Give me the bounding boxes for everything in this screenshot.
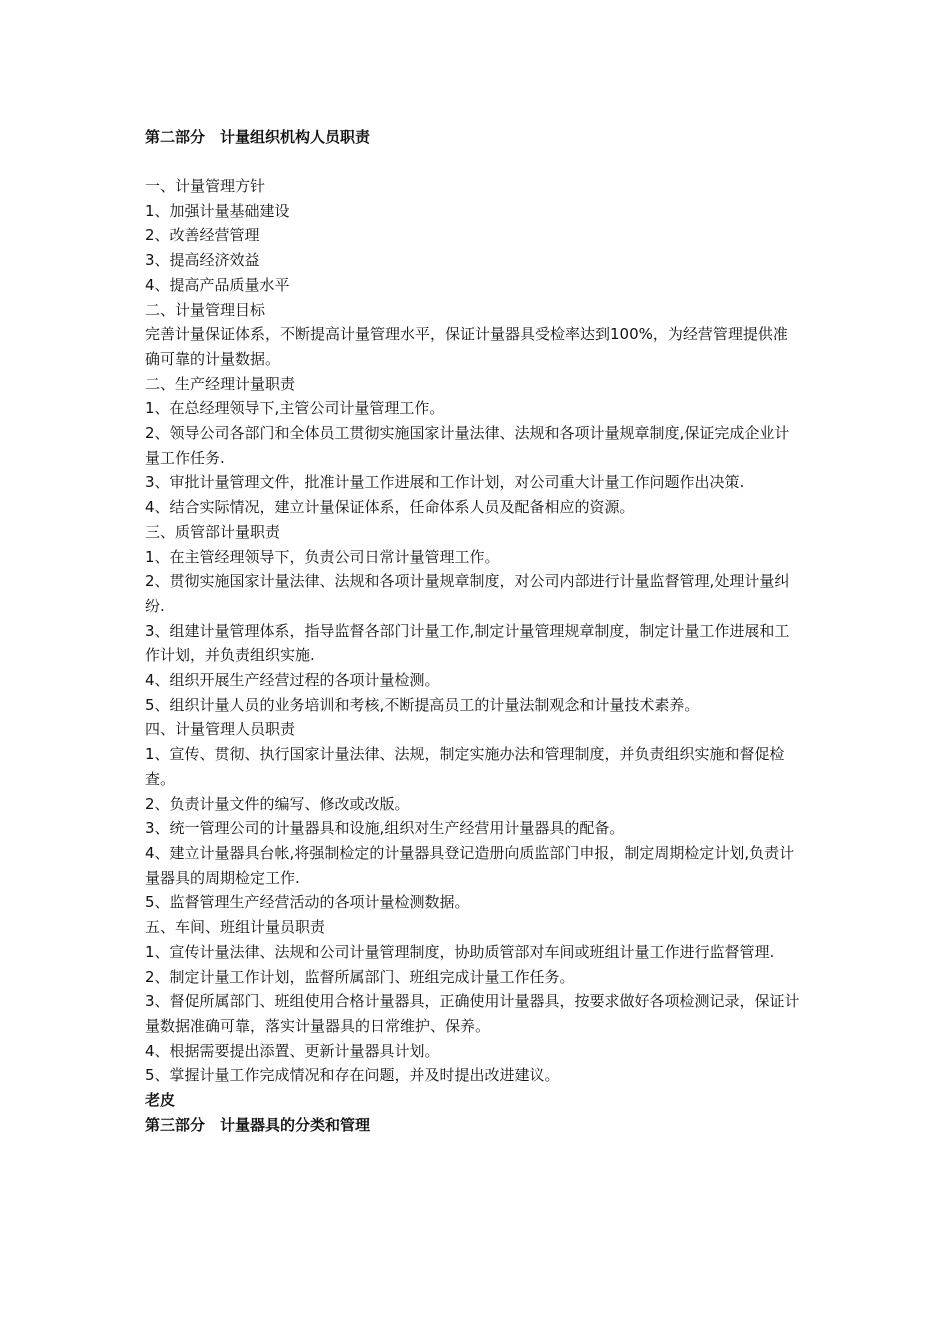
heading-management-policy: 一、计量管理方针 <box>145 177 266 195</box>
list-item: 2、贯彻实施国家计量法律、法规和各项计量规章制度，对公司内部进行计量监督管理,处理计量纠纷. <box>145 572 790 615</box>
list-item: 1、在总经理领导下,主管公司计量管理工作。 <box>145 399 445 418</box>
paragraph-goal: 完善计量保证体系，不断提高计量管理水平，保证计量器具受检率达到100%，为经营管理提供准确可靠的计量数据。 <box>145 325 788 368</box>
list-item: 2、制定计量工作计划，监督所属部门、班组完成计量工作任务。 <box>145 967 575 986</box>
heading-production-manager: 二、生产经理计量职责 <box>145 374 296 393</box>
list-item: 5、掌握计量工作完成情况和存在问题，并及时提出改进建议。 <box>145 1066 560 1085</box>
list-item: 5、监督管理生产经营活动的各项计量检测数据。 <box>145 893 470 912</box>
list-item: 3、督促所属部门、班组使用合格计量器具，正确使用计量器具，按要求做好各项检测记录，保证计量数据准确可靠，落实计量器具的日常维护、保养。 <box>145 992 800 1035</box>
list-item: 1、加强计量基础建设 <box>145 201 290 220</box>
list-item: 2、领导公司各部门和全体员工贯彻实施国家计量法律、法规和各项计量规章制度,保证完成企业计量工作任务. <box>145 424 790 467</box>
list-item: 1、宣传、贯彻、执行国家计量法律、法规，制定实施办法和管理制度，并负责组织实施和督促检查。 <box>145 745 785 788</box>
list-item: 3、审批计量管理文件，批准计量工作进展和工作计划，对公司重大计量工作问题作出决策. <box>145 473 745 492</box>
document-page <box>145 124 800 1137</box>
heading-metrology-staff: 四、计量管理人员职责 <box>145 720 296 739</box>
list-item: 2、改善经营管理 <box>145 226 260 245</box>
section-title: 第二部分 计量组织机构人员职责 <box>145 128 371 146</box>
list-item: 4、建立计量器具台帐,将强制检定的计量器具登记造册向质监部门申报，制定周期检定计划,负责计量器具的周期检定工作. <box>145 843 795 887</box>
heading-quality-dept: 三、质管部计量职责 <box>145 522 281 541</box>
heading-workshop-staff: 五、车间、班组计量员职责 <box>145 918 326 937</box>
list-item: 4、根据需要提出添置、更新计量器具计划。 <box>145 1041 440 1060</box>
list-item: 3、提高经济效益 <box>145 251 260 270</box>
list-item: 4、组织开展生产经营过程的各项计量检测。 <box>145 671 440 690</box>
list-item: 4、结合实际情况，建立计量保证体系，任命体系人员及配备相应的资源。 <box>145 498 635 517</box>
list-item: 2、负责计量文件的编写、修改或改版。 <box>145 794 410 813</box>
list-item: 1、在主管经理领导下，负责公司日常计量管理工作。 <box>145 547 500 566</box>
next-section-title: 第三部分 计量器具的分类和管理 <box>145 1115 371 1134</box>
heading-management-goal: 二、计量管理目标 <box>145 300 266 319</box>
list-item: 1、宣传计量法律、法规和公司计量管理制度，协助质管部对车间或班组计量工作进行监督管理. <box>145 942 775 961</box>
list-item: 3、组建计量管理体系，指导监督各部门计量工作,制定计量管理规章制度，制定计量工作进展和工作计划，并负责组织实施. <box>145 621 790 665</box>
list-item: 4、提高产品质量水平 <box>145 275 290 294</box>
author-name: 老皮 <box>145 1091 176 1110</box>
document-body <box>145 174 800 1088</box>
list-item: 3、统一管理公司的计量器具和设施,组织对生产经营用计量器具的配备。 <box>145 819 625 838</box>
list-item: 5、组织计量人员的业务培训和考核,不断提高员工的计量法制观念和计量技术素养。 <box>145 695 700 714</box>
